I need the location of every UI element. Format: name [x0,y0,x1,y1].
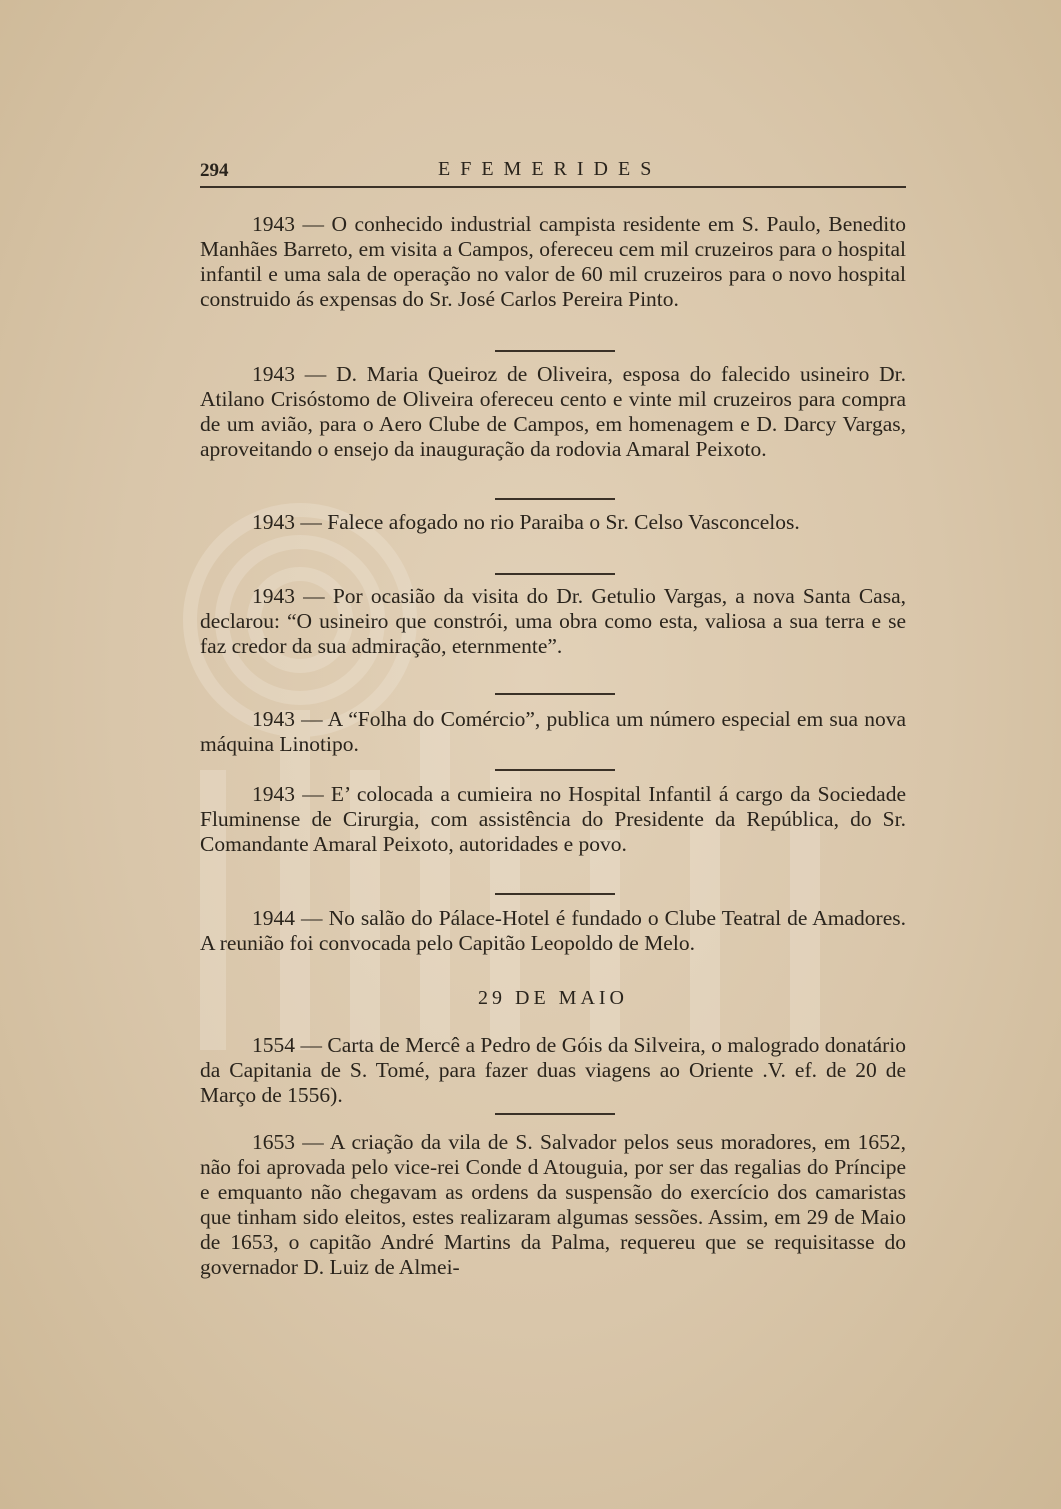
entry-divider [495,893,615,895]
entry-1943-benedito-barreto [200,212,906,312]
entry-divider [495,573,615,575]
entry-text: 1943 — D. Maria Queiroz de Oliveira, esposa do falecido usineiro Dr. Atilano Crisóstomo de Oliveira ofereceu cento e vinte mil cruzeiros para compra de um avião, para o Aero Clube de Campos, em homenagem e D. Darcy Vargas, aproveitando o ensejo da inauguração da rodovia Amaral Peixoto. [200,362,906,461]
entry-divider [495,498,615,500]
entry-text: 1944 — No salão do Pálace-Hotel é fundado o Clube Teatral de Amadores. A reunião foi convocada pelo Capitão Leopoldo de Melo. [200,906,906,955]
entry-text: 1943 — E’ colocada a cumieira no Hospital Infantil á cargo da Sociedade Fluminense de Cirurgia, com assistência do Presidente da República, do Sr. Comandante Amaral Peixoto, autoridades e povo. [200,782,906,856]
entry-1944-clube-teatral [200,906,906,956]
entry-divider [495,350,615,352]
entry-divider [495,1113,615,1115]
running-head [200,158,906,188]
running-title: EFEMERIDES [438,158,662,180]
page-number: 294 [200,160,229,181]
entry-1554-carta-de-merce [200,1033,906,1108]
entry-divider [495,693,615,695]
entry-text: 1943 — A “Folha do Comércio”, publica um número especial em sua nova máquina Linotipo. [200,707,906,756]
entry-1943-folha-do-comercio [200,707,906,757]
entry-1653-vila-de-s-salvador [200,1130,906,1280]
entry-text: 1943 — Por ocasião da visita do Dr. Getulio Vargas, a nova Santa Casa, declarou: “O usineiro que constrói, uma obra como esta, valiosa a sua terra e se faz credor da sua admiração, eternmente”. [200,584,906,658]
entry-1943-maria-queiroz [200,362,906,462]
entry-text: 1943 — O conhecido industrial campista residente em S. Paulo, Benedito Manhães Barreto, em visita a Campos, ofereceu cem mil cruzeiros para o hospital infantil e uma sala de operação no valor de 60 mil cruzeiros para o novo hospital construido ás expensas do Sr. José Carlos Pereira Pinto. [200,212,906,311]
entry-text: 1943 — Falece afogado no rio Paraiba o Sr. Celso Vasconcelos. [252,510,800,534]
entry-1943-getulio-vargas [200,584,906,659]
entry-1943-celso-vasconcelos [200,510,906,535]
entry-text: 1653 — A criação da vila de S. Salvador pelos seus moradores, em 1652, não foi aprovada pelo vice-rei Conde d Atouguia, por ser das regalias do Príncipe e emquanto não chegavam as ordens da suspensão do exercício dos camaristas que tinham sido eleitos, estes realizaram algumas sessões. Assim, em 29 de Maio de 1653, o capitão André Martins da Palma, requereu que se requisitasse do governador D. Luiz de Almei- [200,1130,906,1279]
entry-1943-hospital-infantil [200,782,906,857]
entry-text: 1554 — Carta de Mercê a Pedro de Góis da Silveira, o malogrado donatário da Capitania de S. Tomé, para fazer duas viagens ao Oriente .V. ef. de 20 de Março de 1556). [200,1033,906,1107]
entry-divider [495,769,615,771]
section-heading-date: 29 DE MAIO [478,987,628,1009]
